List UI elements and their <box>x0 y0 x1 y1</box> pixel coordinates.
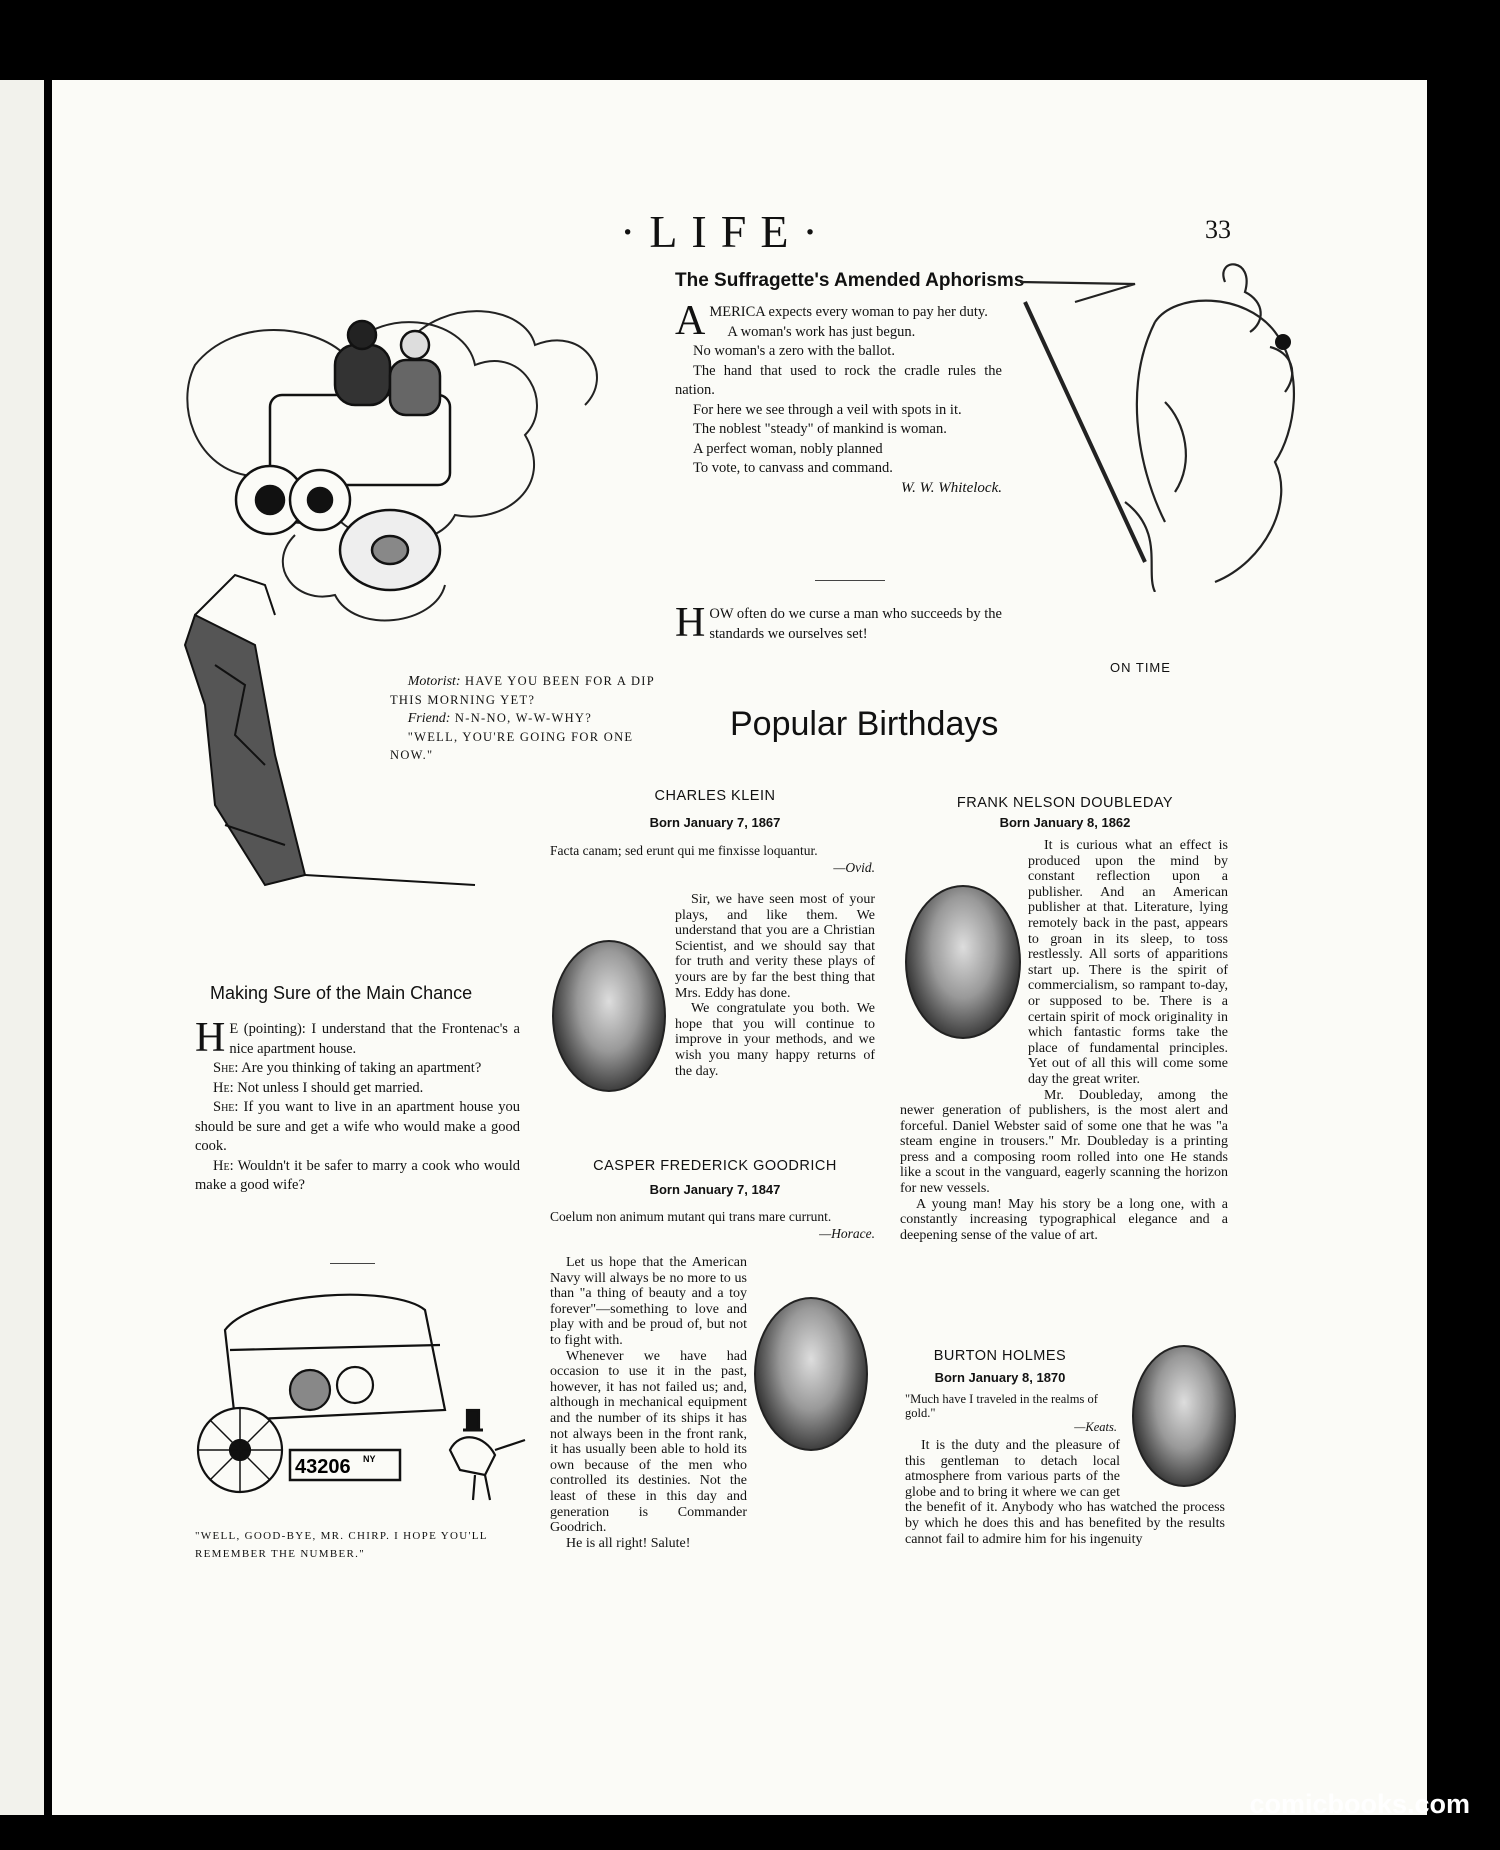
portrait-spacer <box>1120 1438 1225 1493</box>
poem-line: For here we see through a veil with spots in it. <box>693 401 962 418</box>
speaker: She: <box>213 1060 239 1076</box>
poem-line: MERICA expects every woman to pay her duty. <box>709 304 988 320</box>
quote-source: —Ovid. <box>833 860 875 875</box>
aphorisms-poem <box>675 298 1002 498</box>
on-time-caption: ON TIME <box>1110 660 1171 675</box>
quote-source: —Horace. <box>819 1226 875 1241</box>
how-paragraph <box>675 600 1002 646</box>
goodrich-name: CASPER FREDERICK GOODRICH <box>593 1158 837 1174</box>
dialogue-line: Wouldn't it be safer to marry a cook who would make a good wife? <box>195 1157 520 1193</box>
divider <box>330 1263 375 1264</box>
article-paragraph: Sir, we have seen most of your plays, and like them. We understand that you are a Christian Scientist, and we should say that for truth and verity these plays of yours are by far the best thing that Mrs. Eddy has done. <box>675 892 875 1001</box>
page-number: 33 <box>1205 215 1231 244</box>
klein-article <box>550 892 875 1158</box>
speaker: He: <box>213 1079 234 1096</box>
poem-line: To vote, to canvass and command. <box>693 460 893 476</box>
quote-text: Facta canam; sed erunt qui me finxisse loquantur. <box>550 843 818 858</box>
how-dropcap: H <box>675 600 706 646</box>
caption-line: HAVE YOU BEEN FOR A DIP THIS MORNING YET? <box>390 674 655 707</box>
goodrich-born: Born January 7, 1847 <box>649 1182 781 1197</box>
quote-source: —Keats. <box>1074 1420 1117 1434</box>
holmes-article <box>905 1438 1225 1547</box>
doubleday-article <box>900 838 1228 1243</box>
article-paragraph: Whenever we have had occasion to use it in the past, however, it has not failed us; and, although in mechanical equipment and the number of its ships it has not always been in the front rank, it has usually been able to hold its own because of the men who controlled its destinies. Not the least of these in this day and generation is Commander Goodrich. <box>550 1348 747 1536</box>
birthdays-title: Popular Birthdays <box>730 705 999 743</box>
aphorisms-dropcap: A <box>675 298 706 344</box>
article-paragraph: He is all right! Salute! <box>566 1535 691 1551</box>
portrait-spacer <box>900 870 1028 1088</box>
motorist-caption <box>390 672 680 764</box>
on-time-cartoon <box>1015 262 1315 592</box>
dialogue-line: Not unless I should get married. <box>237 1079 424 1096</box>
caption-line: N-N-NO, W-W-WHY? <box>454 711 593 725</box>
main-chance-dropcap: H <box>195 1015 226 1061</box>
doubleday-name: FRANK NELSON DOUBLEDAY <box>956 795 1174 811</box>
goodrich-quote <box>550 1208 875 1242</box>
poem-line: The hand that used to rock the cradle rules the nation. <box>675 362 1002 398</box>
main-chance-title: Making Sure of the Main Chance <box>210 983 473 1003</box>
quote-text: "Much have I traveled in the realms of gold." <box>905 1392 1098 1420</box>
portrait-spacer <box>747 1295 875 1510</box>
aphorisms-author: W. W. Whitelock. <box>901 479 1002 496</box>
aphorisms-title: The Suffragette's Amended Aphorisms <box>675 270 1025 291</box>
speaker-friend: Friend: <box>407 711 451 726</box>
article-paragraph: We congratulate you both. We hope that you will continue to improve in your methods, and we wish you many happy returns of the day. <box>675 1001 875 1079</box>
fly-icon <box>1275 334 1291 350</box>
klein-name: CHARLES KLEIN <box>654 788 776 804</box>
holmes-name: BURTON HOLMES <box>933 1348 1067 1364</box>
car-bird-caption: "WELL, GOOD-BYE, MR. CHIRP. I HOPE YOU'LL REMEMBER THE NUMBER." <box>195 1530 488 1560</box>
dialogue-line: If you want to live in an apartment house you should be sure and get a wife who would make a good cook. <box>195 1099 520 1154</box>
motorist-cartoon <box>175 285 675 905</box>
poem-line: No woman's a zero with the ballot. <box>693 343 895 359</box>
poem-line: A perfect woman, nobly planned <box>693 440 883 457</box>
speaker: She: <box>213 1099 239 1115</box>
article-paragraph: A young man! May his story be a long one, with a constantly increasing typographical elegance and a deepening sense of the value of art. <box>900 1196 1228 1243</box>
dialogue-line: E (pointing): I understand that the Frontenac's a nice apartment house. <box>229 1021 520 1057</box>
article-paragraph: Mr. Doubleday, among the newer generation of publishers, is the most alert and forceful. Daniel Webster said of some one that he was "a steam engine in trousers." Mr. Doubleday is a printing press and a composing room rolled into one He stands like a scout in the vanguard, eagerly scanning the horizon for new vessels. <box>900 1087 1228 1197</box>
klein-born: Born January 7, 1867 <box>649 815 781 830</box>
poem-line: A woman's work has just begun. <box>727 323 916 340</box>
main-chance-dialogue <box>195 1015 520 1196</box>
klein-quote <box>550 842 875 876</box>
masthead-title: ·LIFE· <box>620 206 832 257</box>
facing-page-edge <box>0 80 44 1815</box>
speaker-motorist: Motorist: <box>407 674 461 689</box>
holmes-quote <box>905 1392 1117 1434</box>
license-plate-state: NY <box>363 1454 376 1464</box>
divider <box>815 580 885 581</box>
article-paragraph: It is the duty and the pleasure of this gentleman to detach local atmosphere from various parts of the globe and to bring it where we can get the benefit of it. Anybody who has watched the process by which he does this and has benefited by the results cannot fail to admire him for his ingenuity <box>905 1438 1225 1547</box>
article-paragraph: It is curious what an effect is produced upon the mind by constant reflection upon a publisher. And an American publisher at that. Literature, lying remotely back in the past, appears to groan in its sleep, to toss restlessly. All sorts of apparitions start up. There is the spirit of commercialism, so rampant to-day, or supposed to be. There is a certain spirit of mock originality in which fantastic forms take the place of fundamental principles. Yet out of all this will come some day the great writer. <box>1028 838 1228 1087</box>
poem-line: The noblest "steady" of mankind is woman. <box>693 421 947 437</box>
caption-line: "WELL, YOU'RE GOING FOR ONE NOW." <box>390 730 634 762</box>
holmes-born: Born January 8, 1870 <box>934 1370 1066 1385</box>
speaker: He: <box>213 1157 234 1174</box>
car-bird-cartoon <box>195 1290 535 1520</box>
article-paragraph: Let us hope that the American Navy will always be no more to us than "a thing of beauty and a toy forever"—something to love and play with and be proud of, but not to fight with. <box>550 1255 747 1348</box>
quote-text: Coelum non animum mutant qui trans mare currunt. <box>550 1209 832 1224</box>
portrait-spacer <box>550 936 675 1158</box>
license-plate-number: 43206 <box>295 1456 351 1478</box>
doubleday-born: Born January 8, 1862 <box>999 815 1131 830</box>
how-text: OW often do we curse a man who succeeds by the standards we ourselves set! <box>709 606 1002 642</box>
site-watermark: comicbooks.com <box>1249 1789 1470 1819</box>
goodrich-article <box>550 1255 875 1551</box>
dialogue-line: Are you thinking of taking an apartment? <box>241 1060 482 1076</box>
